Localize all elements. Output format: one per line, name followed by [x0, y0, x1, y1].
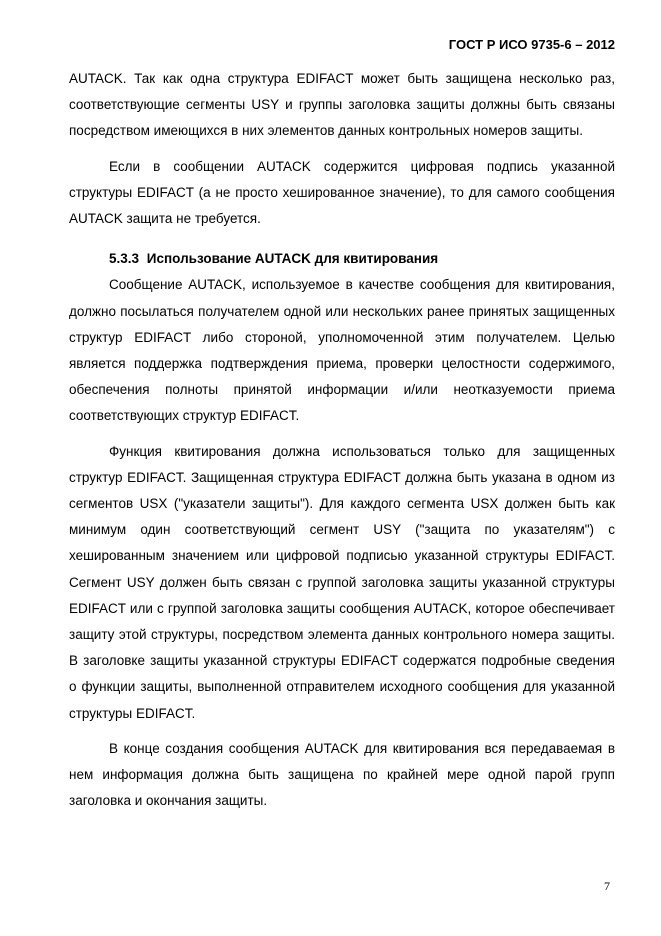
- document-body: [69, 66, 615, 823]
- page-number: 7: [604, 879, 610, 893]
- paragraph-acknowledgement-end: В конце создания сообщения AUTACK для квитирования вся передаваемая в нем информация должна быть защищена по крайней мере одной парой групп заголовка и окончания защиты.: [69, 740, 615, 809]
- paragraph-continuation: AUTACK. Так как одна структура EDIFACT может быть защищена несколько раз, соответствующие сегменты USY и группы заголовка защиты должны быть связаны посредством имеющихся в них элементов данных контрольных номеров защиты.: [69, 71, 615, 139]
- section-number: 5.3.3: [109, 251, 140, 267]
- paragraph-signature: Если в сообщении AUTACK содержится цифровая подпись указанной структуры EDIFACT (а не просто хешированное значение), то для самого сообщения AUTACK защита не требуется.: [69, 158, 615, 227]
- section-title: Использование AUTACK для квитирования: [146, 251, 439, 267]
- paragraph-acknowledgement-function: Функция квитирования должна использоваться только для защищенных структур EDIFACT. Защищенная структура EDIFACT должна быть указана в одном из сегментов USX ("указатели защиты"). Для каждого сегмента USX должен быть как минимум один соответствующий сегмент USY ("защита по указателям") с хешированным значением или цифровой подписью указанной структуры EDIFACT. Сегмент USY должен быть связан с группой заголовка защиты указанной структуры EDIFACT или с группой заголовка защиты сообщения AUTACK, которое обеспечивает защиту этой структуры, посредством элемента данных контрольного номера защиты. В заголовке защиты указанной структуры EDIFACT содержатся подробные сведения о функции защиты, выполненной отправителем исходного сообщения для указанной структуры EDIFACT.: [69, 443, 615, 721]
- section-heading: [69, 246, 615, 272]
- page-header: ГОСТ Р ИСО 9735-6 – 2012: [448, 37, 615, 52]
- paragraph-acknowledgement-purpose: Сообщение AUTACK, используемое в качестве сообщения для квитирования, должно посылаться получателем одной или нескольких ранее принятых защищенных структур EDIFACT либо стороной, уполномоченной этим получателем. Целью является поддержка подтверждения приема, проверки целостности содержимого, обеспечения полноты принятой информации и/или неотказуемости приема соответствующих структур EDIFACT.: [69, 277, 615, 424]
